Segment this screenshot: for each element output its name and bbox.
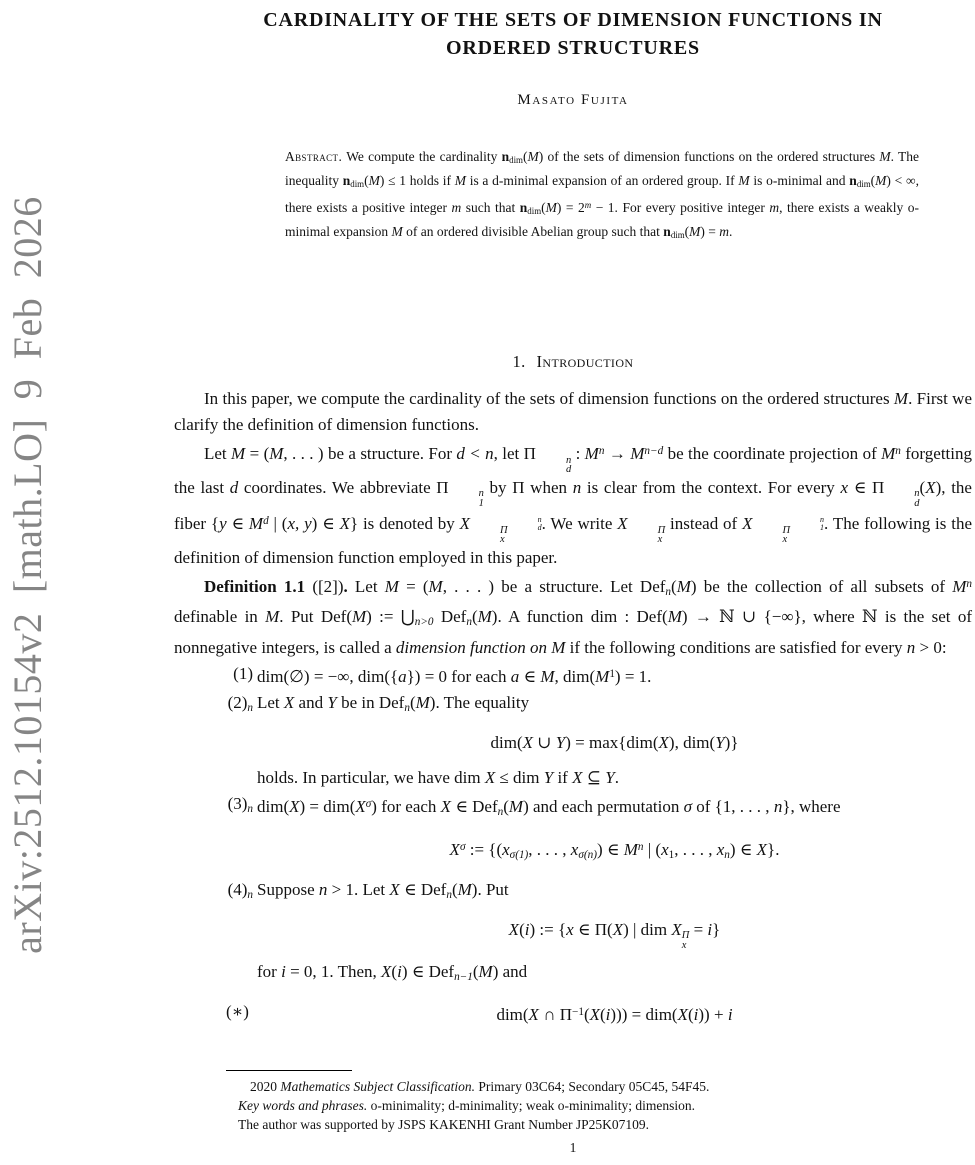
- paragraph-2: Let M = (M, . . . ) be a structure. For d < n, let Π n d : $M^n \to M^{n-d}$ be the coordinate projection of $M^n$ forgetting the last d coordinates. We abbreviate Π n 1 by Π when n is clear from the context. For every x ∈ Π n d (X), the fiber {y ∈ $M^d$ | (x, y) ∈ X} is denoted by X Π x n d . We write X Π x instead of X Π x n 1 . The following is the definition of dimension function employed in this paper.: [174, 444, 973, 567]
- condition-3-content: [253, 791, 972, 877]
- condition-1-label: (1): [233, 664, 253, 684]
- footnote-grant: The author was supported by JSPS KAKENHI Grant Number JP25K07109.: [238, 1117, 649, 1132]
- condition-3-label: (3)n: [227, 794, 253, 815]
- condition-4-label: (4)n: [227, 879, 253, 901]
- paragraph-1: In this paper, we compute the cardinality of the sets of dimension functions on the ordered structures M. First we clarify the definition of dimension functions.: [174, 389, 973, 434]
- condition-4-mid: for i = 0, 1. Then, X(i) ∈ Defn−1(M) and: [257, 962, 528, 983]
- condition-1-text: dim(∅) = −∞, dim({a}) = 0 for each a ∈ M, $dim(M^1) = 1$.: [257, 667, 652, 687]
- paper-title: [173, 6, 973, 62]
- equation-union-max: dim(X ∪ Y) = max{dim(X), dim(Y)}: [490, 733, 739, 753]
- condition-1: [174, 661, 972, 690]
- equation-permutation: $X^\sigma$ := {(xσ(1), . . . , xσ(n)) ∈ $M^n$ | (x1, . . . , xn) ∈ X}.: [449, 839, 780, 861]
- footnote-keywords: Key words and phrases. o-minimality; d-minimality; weak o-minimality; dimension.: [238, 1098, 695, 1113]
- condition-3: [174, 791, 972, 877]
- author-name: Masato Fujita: [517, 92, 629, 108]
- abstract-text: Abstract. We compute the cardinality ndim(M) of the sets of dimension functions on the ordered structures M. The inequality ndim(M) ≤ 1 holds if M is a d-minimal expansion of an ordered group. If M is o-minimal and ndim(M) < ∞, there exists a positive integer m such that ndim(M) = $2^m - 1$. For every positive integer m, there exists a weakly o-minimal expansion M of an ordered divisible Abelian group such that ndim(M) = m.: [285, 149, 920, 241]
- equation-fiber-set: X(i) := {x ∈ Π(X) | dim X Π x = i}: [508, 919, 721, 951]
- definition-1-1-paragraph: Definition 1.1 ([2]). Let M = (M, . . . ) be a structure. Let Defn(M) be the collection of all subsets of $M^n$ definable in M. Put Def(M) := ⋃n>0 Defn(M). A function dim : Def(M) → ℕ ∪ {−∞}, where ℕ is the set of nonnegative integers, is called a dimension function on M if the following conditions are satisfied for every n > 0:: [174, 576, 973, 658]
- page-number: 1: [569, 1140, 577, 1155]
- condition-2-text: Let X and Y be in Defn(M). The equality: [257, 693, 530, 715]
- condition-2-label: (2)n: [227, 693, 253, 715]
- condition-2-content: [253, 690, 972, 791]
- title-line-2: ORDERED STRUCTURES: [446, 37, 700, 59]
- equation-star-tag: (∗): [226, 1001, 249, 1021]
- arxiv-watermark: arXiv:2512.10154v2 [math.LO] 9 Feb 2026: [5, 196, 50, 954]
- footnotes: [174, 1070, 972, 1134]
- footnote-msc: 2020 Mathematics Subject Classification. Primary 03C64; Secondary 05C45, 54F45.: [250, 1079, 710, 1094]
- condition-4: [174, 877, 972, 1037]
- equation-star-body: dim(X ∩ $\Pi^{-1}(X(i))) = dim(X(i)) + i$: [496, 1004, 733, 1024]
- equation-star: [226, 999, 972, 1028]
- condition-4-text: Suppose n > 1. Let X ∈ Defn(M). Put: [257, 879, 509, 901]
- title-line-1: CARDINALITY OF THE SETS OF DIMENSION FUNCTIONS IN: [263, 9, 883, 31]
- section-heading-introduction: 1. Introduction: [512, 352, 634, 371]
- footnote-rule: [226, 1070, 352, 1071]
- condition-3-text: $dim(X) = dim(X^\sigma)$ for each X ∈ Defn(M) and each permutation σ of {1, . . . , n}, where: [257, 797, 841, 818]
- condition-2: [174, 690, 972, 791]
- condition-2-after: holds. In particular, we have dim X ≤ dim Y if X ⊆ Y.: [257, 768, 619, 788]
- body-text: [174, 386, 972, 1037]
